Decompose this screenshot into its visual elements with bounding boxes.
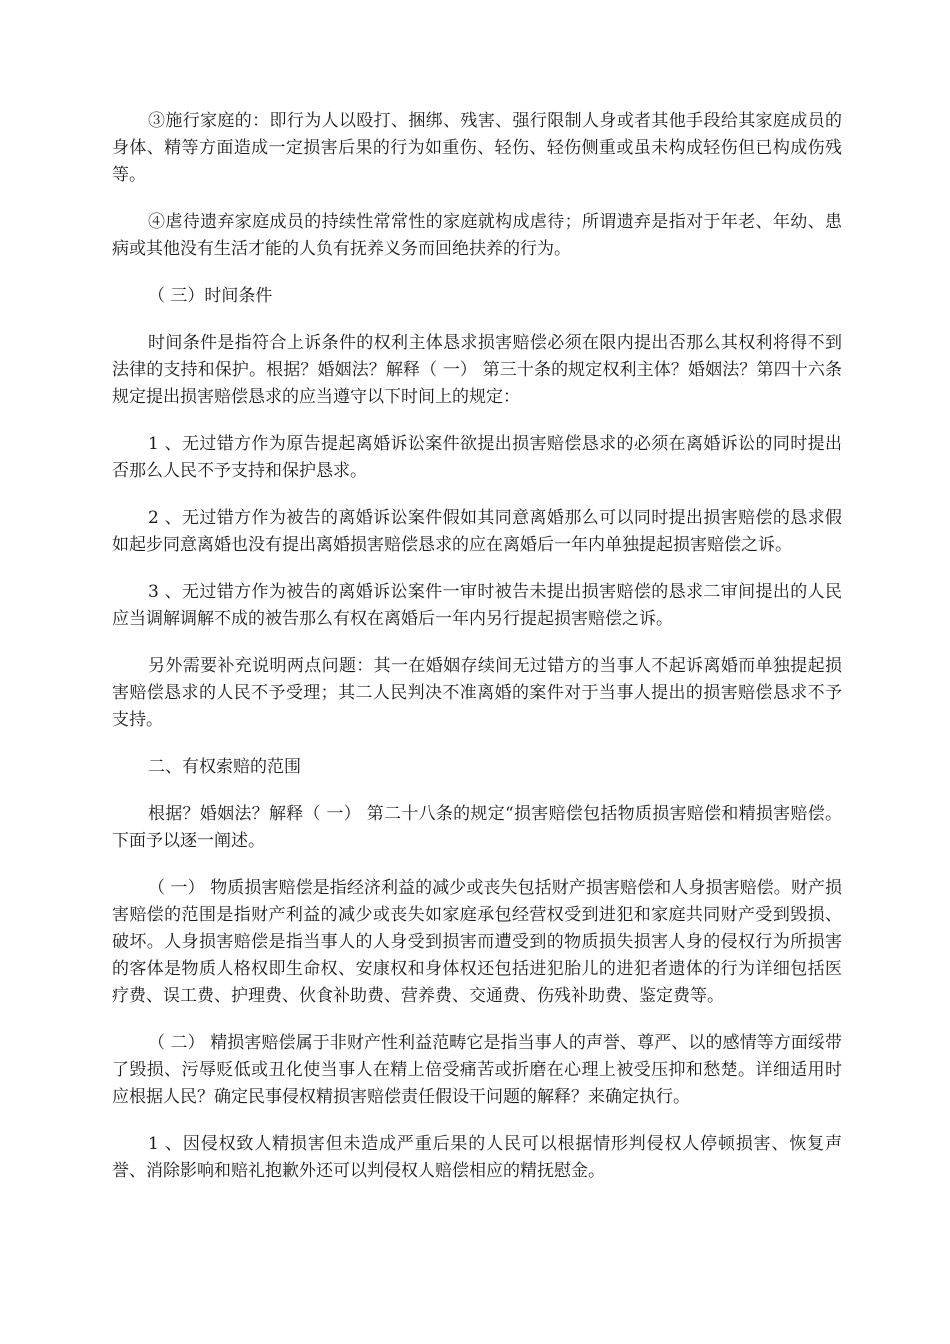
list-item-1-plaintiff: 1 、无过错方作为原告提起离婚诉讼案件欲提出损害赔偿恳求的必须在离婚诉讼的同时提出否那么人民不予支持和保护恳求。 <box>112 434 842 481</box>
paragraph-supplementary-notes: 另外需要补充说明两点问题：其一在婚姻存续间无过错方的当事人不起诉离婚而单独提起损害赔偿恳求的人民不予受理；其二人民判决不准离婚的案件对于当事人提出的损害赔偿恳求不予支持。 <box>112 656 842 730</box>
paragraph-abuse-abandonment: ④虐待遗弃家庭成员的持续性常常性的家庭就构成虐待；所谓遗弃是指对于年老、年幼、患病或其他没有生活才能的人负有抚养义务而回绝扶养的行为。 <box>112 212 842 259</box>
paragraph-material-damage: （ 一） 物质损害赔偿是指经济利益的减少或丧失包括财产损害赔偿和人身损害赔偿。财产损害赔偿的范围是指财产利益的减少或丧失如家庭承包经营权受到进犯和家庭共同财产受到毁损、破坏。人身损害赔偿是指当事人的人身受到损害而遭受到的物质损失损害人身的侵权行为所损害的客体是物质人格权即生命权、安康权和身体权还包括进犯胎儿的进犯者遗体的行为详细包括医疗费、误工费、护理费、伙食补助费、营养费、交通费、伤残补助费、鉴定费等。 <box>112 878 842 1006</box>
list-item-2-defendant: 2 、无过错方作为被告的离婚诉讼案件假如其同意离婚那么可以同时提出损害赔偿的恳求假如起步同意离婚也没有提出离婚损害赔偿恳求的应在离婚后一年内单独提起损害赔偿之诉。 <box>112 508 842 555</box>
paragraph-time-condition: 时间条件是指符合上诉条件的权利主体恳求损害赔偿必须在限内提出否那么其权利将得不到法律的支持和保护。根据？婚姻法？解释（ 一） 第三十条的规定权利主体？婚姻法？第四十六条规定提出损害赔偿恳求的应当遵守以下时间上的规定： <box>112 333 842 407</box>
list-item-3-second-instance: 3 、无过错方作为被告的离婚诉讼案件一审时被告未提出损害赔偿的恳求二审间提出的人民应当调解调解不成的被告那么有权在离婚后一年内另行提起损害赔偿之诉。 <box>112 582 842 629</box>
paragraph-domestic-violence: ③施行家庭的：即行为人以殴打、捆绑、残害、强行限制人身或者其他手段给其家庭成员的身体、精等方面造成一定损害后果的行为如重伤、轻伤、轻伤侧重或虽未构成轻伤但已构成伤残等。 <box>112 111 842 185</box>
document-body <box>112 108 842 1205</box>
paragraph-mental-damage: （ 二） 精损害赔偿属于非财产性利益范畴它是指当事人的声誉、尊严、以的感情等方面绥带了毁损、污辱贬低或丑化使当事人在精上倍受痛苦或折磨在心理上被受压抑和愁楚。详细适用时应根据人民？确定民事侵权精损害赔偿责任假设干问题的解释？来确定执行。 <box>112 1033 842 1107</box>
list-item-1-mental-damage: 1 、因侵权致人精损害但未造成严重后果的人民可以根据情形判侵权人停顿损害、恢复声誉、消除影响和赔礼抱歉外还可以判侵权人赔偿相应的精抚慰金。 <box>112 1134 842 1181</box>
section-heading-time-condition: （ 三）时间条件 <box>148 286 273 306</box>
paragraph-compensation-basis: 根据？婚姻法？解释（ 一） 第二十八条的规定“损害赔偿包括物质损害赔偿和精损害赔偿。下面予以逐一阐述。 <box>112 804 842 851</box>
section-heading-compensation-scope: 二、有权索赔的范围 <box>148 757 301 777</box>
